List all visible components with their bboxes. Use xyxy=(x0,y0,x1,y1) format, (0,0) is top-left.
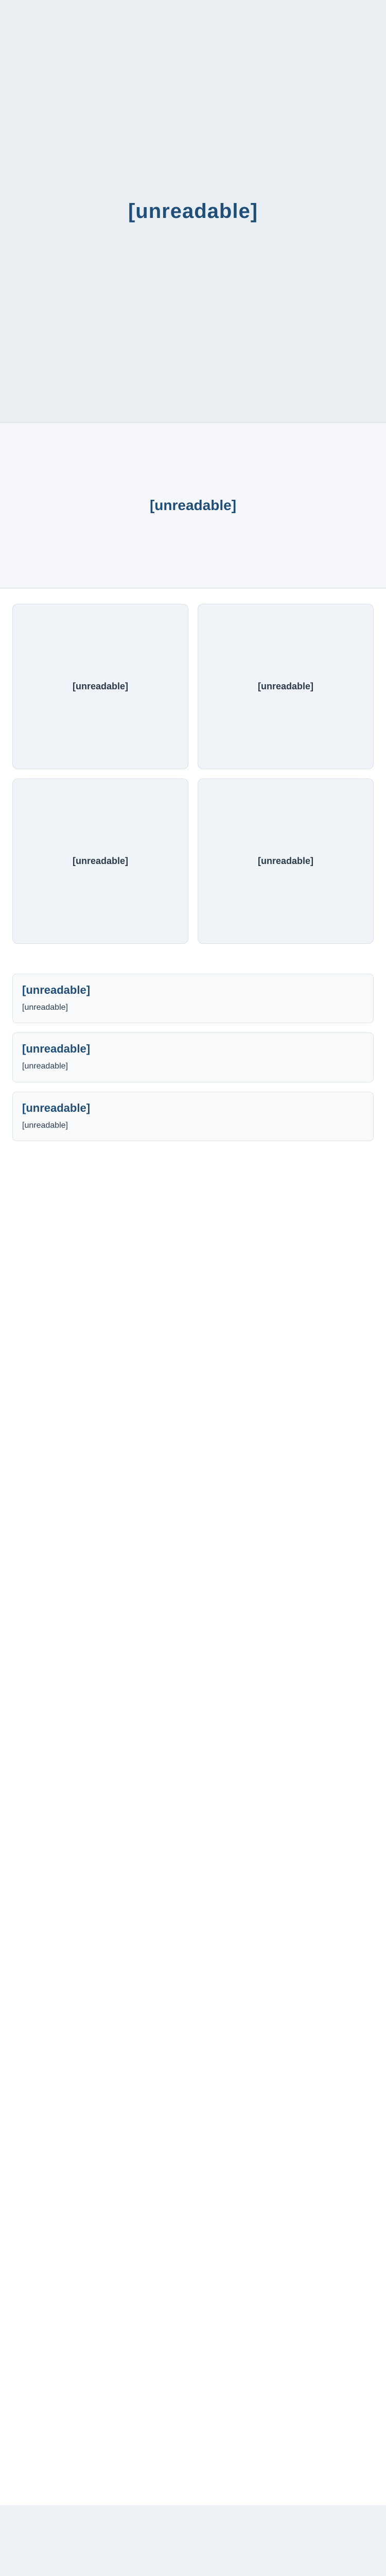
section-title: [unreadable] xyxy=(149,497,237,513)
content-block-title: [unreadable] xyxy=(22,984,91,996)
feature-tile xyxy=(12,604,188,769)
hero-title: [unreadable] xyxy=(128,199,258,223)
content-block-text: [unreadable] xyxy=(22,1062,68,1071)
content-block-title: [unreadable] xyxy=(22,1042,91,1056)
feature-tile-label: [unreadable] xyxy=(72,681,129,691)
content-block xyxy=(12,974,374,1023)
content-block xyxy=(12,1092,374,1141)
feature-tile-label: [unreadable] xyxy=(257,856,314,866)
feature-tile xyxy=(198,604,374,769)
feature-tile xyxy=(198,778,374,944)
content-block-text: [unreadable] xyxy=(22,1121,68,1130)
hero-section xyxy=(0,0,386,422)
footer-section xyxy=(0,2505,386,2576)
content-block xyxy=(12,1032,374,1082)
content-section xyxy=(0,959,386,2505)
section-band xyxy=(0,422,386,588)
feature-grid xyxy=(0,588,386,959)
content-block-text: [unreadable] xyxy=(22,1003,68,1012)
feature-tile-label: [unreadable] xyxy=(72,856,129,866)
feature-tile xyxy=(12,778,188,944)
content-block-title: [unreadable] xyxy=(22,1101,91,1114)
feature-tile-label: [unreadable] xyxy=(257,681,314,691)
